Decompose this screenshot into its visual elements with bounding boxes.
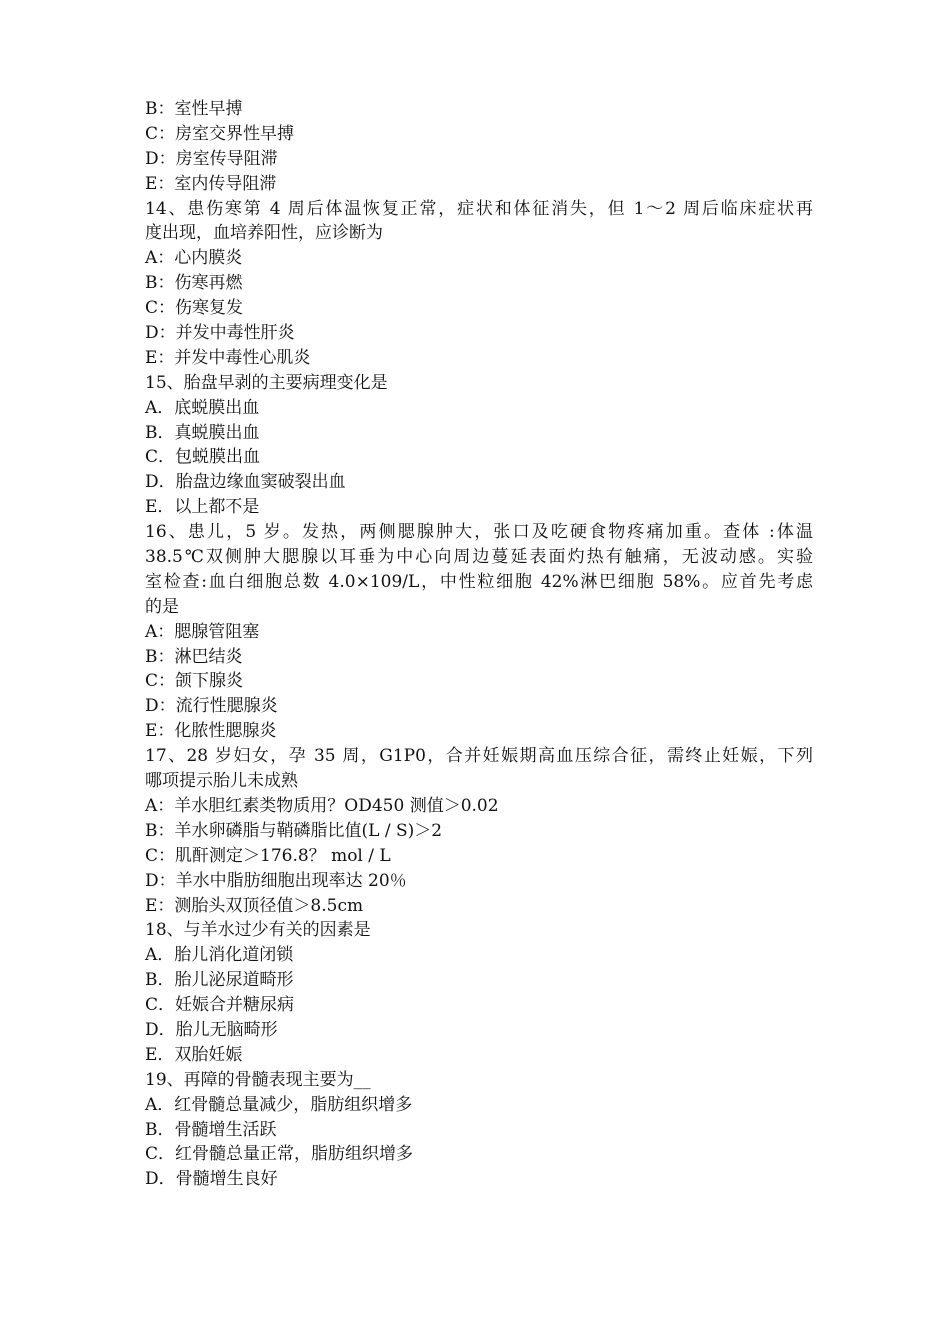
- option-e: E：化脓性腮腺炎: [145, 721, 277, 742]
- option-d: D．胎儿无脑畸形: [145, 1019, 278, 1040]
- question-stem-line: 38.5℃双侧肿大腮腺以耳垂为中心向周边蔓延表面灼热有触痛，无波动感。实验: [145, 547, 813, 568]
- option-b: B：伤寒再燃: [145, 273, 243, 294]
- option-b: B．真蜕膜出血: [145, 422, 260, 443]
- option-e: E．以上都不是: [145, 497, 260, 518]
- question-17: [145, 744, 813, 918]
- option-a: A：心内膜炎: [145, 248, 243, 269]
- question-stem-line: 室检查:血白细胞总数 4.0×109/L，中性粒细胞 42%淋巴细胞 58%。应首先考虑: [145, 571, 813, 592]
- option-c: C：房室交界性早搏: [145, 123, 295, 144]
- option-c: C．妊娠合并糖尿病: [145, 995, 295, 1016]
- option-b: B．胎儿泌尿道畸形: [145, 970, 294, 991]
- question-18: [145, 918, 813, 1067]
- option-e: E：并发中毒性心肌炎: [145, 347, 311, 368]
- option-d: D．胎盘边缘血窦破裂出血: [145, 472, 346, 493]
- question-14: [145, 197, 813, 371]
- question-19: [145, 1068, 813, 1192]
- question-stem-line: 哪项提示胎儿未成熟: [145, 771, 298, 792]
- previous-question-options: [145, 97, 813, 197]
- question-stem-line: 19、再障的骨髓表现主要为__: [145, 1069, 371, 1090]
- option-a: A．胎儿消化道闭锁: [145, 945, 294, 966]
- question-stem-line: 的是: [145, 596, 179, 617]
- option-c: C：伤寒复发: [145, 298, 244, 319]
- question-16: [145, 520, 813, 744]
- question-stem-line: 16、患儿，5 岁。发热，两侧腮腺肿大，张口及吃硬食物疼痛加重。查体 :体温: [145, 522, 813, 543]
- question-stem-line: 14、患伤寒第 4 周后体温恢复正常，症状和体征消失，但 1～2 周后临床症状再: [145, 198, 813, 219]
- option-a: A：羊水胆红素类物质用？OD450 测值＞0.02: [145, 795, 499, 816]
- question-stem-line: 15、胎盘早剥的主要病理变化是: [145, 372, 388, 393]
- option-a: A．红骨髓总量减少，脂肪组织增多: [145, 1094, 413, 1115]
- option-d: D：房室传导阻滞: [145, 148, 278, 169]
- option-a: A：腮腺管阻塞: [145, 621, 260, 642]
- option-e: E：测胎头双顶径值＞8.5cm: [145, 895, 364, 916]
- question-stem-line: 17、28 岁妇女，孕 35 周，G1P0，合并妊娠期高血压综合征，需终止妊娠，下列: [145, 746, 813, 767]
- option-b: B：羊水卵磷脂与鞘磷脂比值(L / S)＞2: [145, 820, 443, 841]
- option-c: C．红骨髓总量正常，脂肪组织增多: [145, 1144, 414, 1165]
- option-c: C．包蜕膜出血: [145, 447, 261, 468]
- question-stem-line: 18、与羊水过少有关的因素是: [145, 920, 371, 941]
- option-c: C：颌下腺炎: [145, 671, 244, 692]
- option-c: C：肌酐测定＞176.8？ mol / L: [145, 845, 391, 866]
- option-b: B．骨髓增生活跃: [145, 1119, 277, 1140]
- question-stem-line: 度出现，血培养阳性，应诊断为: [145, 223, 383, 244]
- option-a: A．底蜕膜出血: [145, 397, 260, 418]
- option-e: E：室内传导阻滞: [145, 173, 277, 194]
- document-page: [145, 97, 813, 1192]
- option-d: D：羊水中脂肪细胞出现率达 20％: [145, 870, 407, 891]
- question-15: [145, 371, 813, 520]
- option-b: B：室性早搏: [145, 99, 243, 119]
- option-d: D：并发中毒性肝炎: [145, 323, 295, 344]
- option-d: D：流行性腮腺炎: [145, 696, 278, 717]
- option-d: D．骨髓增生良好: [145, 1169, 278, 1190]
- option-e: E．双胎妊娠: [145, 1044, 243, 1065]
- option-b: B：淋巴结炎: [145, 646, 243, 667]
